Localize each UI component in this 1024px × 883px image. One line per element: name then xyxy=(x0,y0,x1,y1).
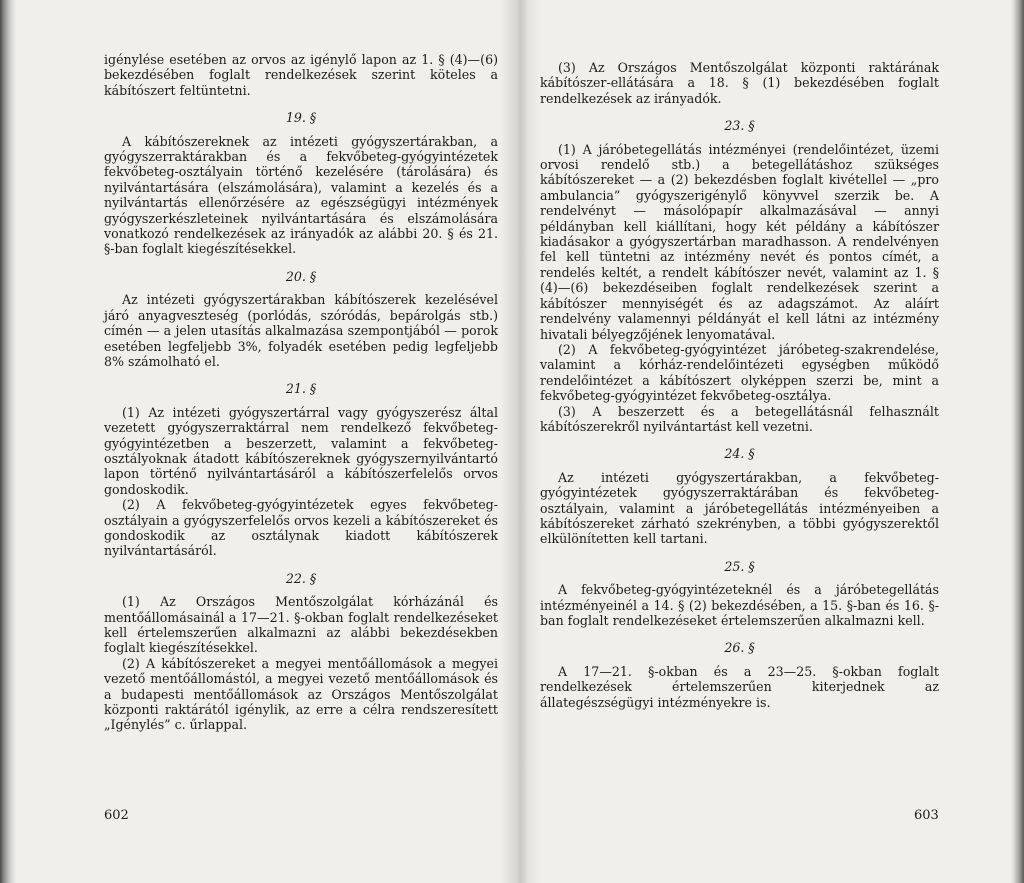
paragraph: Az intézeti gyógyszertárakban, a fekvőbeteg-gyógyintézetek gyógyszerraktárában és fekvőbeteg-osztályain, valamint a járóbetegellátás intézményeiben a kábítószereket zárható szekrényben, a többi gyógyszerektől elkülönítetten kell tartani. xyxy=(540,469,939,547)
paragraph: Az intézeti gyógyszertárakban kábítószerek kezelésével járó anyagveszteség (porlódás, szóródás, bepárolgás stb.) címén — a jelen utasítás alkalmazása szempontjából — porok esetében legfeljebb 3%, folyadék esetében pedig legfeljebb 8% számolható el. xyxy=(104,292,498,369)
paragraph: A 17—21. §-okban és a 23—25. §-okban foglalt rendelkezések értelemszerűen kiterjednek az állategészségügyi intézményekre is. xyxy=(540,663,939,710)
book-gutter xyxy=(500,0,540,883)
right-page xyxy=(540,60,939,710)
paragraph: (3) A beszerzett és a betegellátásnál felhasznált kábítószerekről nyilvántartást kell vezetni. xyxy=(540,403,939,434)
paragraph: (1) A járóbetegellátás intézményei (rendelőintézet, üzemi orvosi rendelő stb.) a betegellátáshoz szükséges kábítószereket — a (2) bekezdésben foglalt kivétellel — „pro ambulancia” gyógyszerigénylő könyvvel szerzik be. A rendelvényt — másolópapír alkalmazásával — annyi példányban kell kiállítani, hogy két példány a kábítószer kiadásakor a gyógyszertárban maradhasson. A rendelvényen fel kell tüntetni az intézmény nevét és pontos címét, a rendelés keltét, a rendelt kábítószer nevét, valamint az 1. § (4)—(6) bekezdéseiben foglalt rendelkezések szerint a kábítószer mennyiségét és az adagszámot. Az aláírt rendelvény valamennyi példányát el kell látni az intézmény hivatali bélyegzőjének lenyomatával. xyxy=(540,141,939,342)
section-heading: 20. § xyxy=(285,268,317,284)
section-heading: 19. § xyxy=(285,110,317,126)
paragraph: (2) A fekvőbeteg-gyógyintézet járóbeteg-szakrendelése, valamint a kórház-rendelőintézeti egységben működő rendelőintézet a kábítószert olyképpen szerzi be, mint a fekvőbeteg-gyógyintézet fekvőbeteg-osztálya. xyxy=(540,341,939,404)
paragraph: (3) Az Országos Mentőszolgálat központi raktárának kábítószer-ellátására a 18. § (1) bekezdésében foglalt rendelkezések az irányadók. xyxy=(540,60,939,106)
section-heading: 24. § xyxy=(724,446,755,462)
paragraph: (2) A kábítószereket a megyei mentőállomások a megyei vezető mentőállomástól, a megyei vezető mentőállomások és a budapesti mentőállomások az Országos Mentőszolgálat központi raktárától igénylik, az erre a célra rendszeresített „Igénylés” c. űrlappal. xyxy=(104,655,498,733)
paragraph: A kábítószereknek az intézeti gyógyszertárakban, a gyógyszerraktárakban és a fekvőbeteg-gyógyintézetek fekvőbeteg-osztályain történő kezelésére (tárolására) és nyilvántartására (elszámolására), valamint a kezelés és a nyilvántartás ellenőrzésére az egészségügyi intézmények gyógyszerkészleteinek nyilvántartására és elszámolására vonatkozó rendelkezések az irányadók az alábbi 20. § és 21. §-ban foglalt kiegészítésekkel. xyxy=(104,133,498,257)
section-heading: 26. § xyxy=(724,640,755,656)
right-page-edge xyxy=(1010,0,1024,883)
paragraph: igénylése esetében az orvos az igénylő lapon az 1. § (4)—(6) bekezdésében foglalt rendelkezések szerint köteles a kábítószert feltüntetni. xyxy=(104,52,498,98)
paragraph: A fekvőbeteg-gyógyintézeteknél és a járóbetegellátás intézményeinél a 14. § (2) bekezdésében, a 15. §-ban és 16. §-ban foglalt rendelkezéseket értelemszerűen alkalmazni kell. xyxy=(540,582,939,628)
paragraph: (1) Az Országos Mentőszolgálat kórházánál és mentőállomásainál a 17—21. §-okban foglalt rendelkezéseket kell értelemszerűen alkalmazni az alábbi bekezdésekben foglalt kiegészítésekkel. xyxy=(104,594,498,656)
left-page-edge xyxy=(0,0,16,883)
section-heading: 21. § xyxy=(285,381,317,397)
page-number-left: 602 xyxy=(104,808,129,823)
section-heading: 25. § xyxy=(724,558,755,574)
paragraph: (1) Az intézeti gyógyszertárral vagy gyógyszerész által vezetett gyógyszerraktárral nem rendelkező fekvőbeteg-gyógyintézetben a beszerzett, valamint a fekvőbeteg-osztályoknak átadott kábítószereknek gyógyszernyilvántartó lapon történő nyilvántartásáról a kábítószerfelelős orvos gondoskodik. xyxy=(104,404,498,497)
section-heading: 23. § xyxy=(724,118,755,134)
section-heading: 22. § xyxy=(285,570,317,586)
page-number-right: 603 xyxy=(914,808,939,823)
left-page xyxy=(104,52,498,733)
paragraph: (2) A fekvőbeteg-gyógyintézetek egyes fekvőbeteg-osztályain a gyógyszerfelelős orvos kezeli a kábítószereket és gondoskodik az osztálynak kiadott kábítószerek nyilvántartásáról. xyxy=(104,497,498,559)
